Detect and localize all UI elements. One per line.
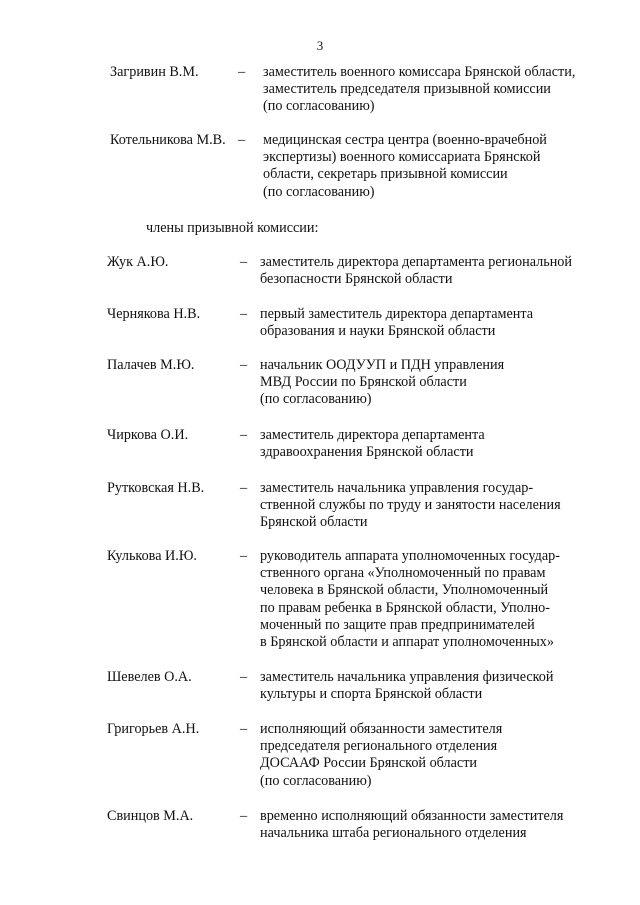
position-line: образования и науки Брянской области bbox=[260, 323, 496, 340]
person-name: Палачев М.Ю. bbox=[107, 357, 195, 373]
dash: – bbox=[240, 254, 248, 270]
dash: – bbox=[240, 669, 248, 685]
position-line: МВД России по Брянской области bbox=[260, 374, 467, 391]
person-position bbox=[260, 306, 533, 340]
person-name: Свинцов М.А. bbox=[107, 808, 194, 824]
person-name: Жук А.Ю. bbox=[107, 254, 169, 270]
position-line: моченный по защите прав предпринимателей bbox=[260, 616, 535, 633]
person-name: Котельникова М.В. bbox=[110, 132, 226, 148]
person-name: Чиркова О.И. bbox=[107, 427, 189, 443]
dash: – bbox=[240, 548, 248, 564]
position-line: безопасности Брянской области bbox=[260, 271, 453, 288]
position-line: здравоохранения Брянской области bbox=[260, 444, 474, 461]
dash: – bbox=[240, 427, 248, 443]
position-line: ДОСААФ России Брянской области bbox=[260, 755, 478, 772]
person-position bbox=[263, 132, 547, 201]
position-line: культуры и спорта Брянской области bbox=[260, 686, 483, 703]
person-position bbox=[260, 808, 563, 842]
position-line: заместитель директора департамента региональной bbox=[260, 254, 572, 270]
position-line: заместитель военного комиссара Брянской области, bbox=[263, 64, 576, 80]
person-position bbox=[260, 254, 572, 288]
person-position bbox=[260, 357, 504, 409]
dash: – bbox=[240, 808, 248, 824]
position-line: медицинская сестра центра (военно-врачебной bbox=[263, 132, 547, 148]
person-position bbox=[260, 548, 560, 651]
position-line: человека в Брянской области, Уполномоченный bbox=[260, 582, 549, 599]
person-position bbox=[263, 64, 575, 116]
position-line: по правам ребенка в Брянской области, Уполно- bbox=[260, 599, 550, 616]
position-line: начальника штаба регионального отделения bbox=[260, 825, 527, 842]
dash: – bbox=[238, 64, 246, 80]
position-line: Брянской области bbox=[260, 514, 368, 531]
position-line: начальник ООДУУП и ПДН управления bbox=[260, 357, 505, 373]
position-line: исполняющий обязанности заместителя bbox=[260, 721, 503, 737]
person-position bbox=[260, 427, 485, 461]
position-line: заместитель начальника управления государ- bbox=[260, 480, 534, 496]
person-name: Загривин В.М. bbox=[110, 64, 199, 80]
person-name: Шевелев О.А. bbox=[107, 669, 192, 685]
person-name: Григорьев А.Н. bbox=[107, 721, 200, 737]
position-line: первый заместитель директора департамента bbox=[260, 306, 534, 322]
page-number: 3 bbox=[316, 38, 324, 53]
person-position bbox=[260, 669, 554, 703]
dash: – bbox=[240, 480, 248, 496]
person-name: Чернякова Н.В. bbox=[107, 306, 201, 322]
person-position bbox=[260, 480, 561, 532]
person-name: Кулькова И.Ю. bbox=[107, 548, 197, 564]
position-line: заместитель председателя призывной комиссии bbox=[263, 81, 551, 98]
position-line: (по согласованию) bbox=[263, 183, 375, 200]
position-line: заместитель директора департамента bbox=[260, 427, 485, 443]
position-line: в Брянской области и аппарат уполномоченных» bbox=[260, 634, 554, 651]
position-line: руководитель аппарата уполномоченных государ- bbox=[260, 548, 560, 564]
position-line: временно исполняющий обязанности заместителя bbox=[260, 808, 564, 824]
position-line: председателя регионального отделения bbox=[260, 738, 498, 755]
position-line: области, секретарь призывной комиссии bbox=[263, 166, 508, 183]
dash: – bbox=[240, 721, 248, 737]
position-line: (по согласованию) bbox=[260, 772, 372, 789]
person-position bbox=[260, 721, 502, 790]
position-line: заместитель начальника управления физической bbox=[260, 669, 554, 685]
dash: – bbox=[240, 306, 248, 322]
position-line: ственного органа «Уполномоченный по правам bbox=[260, 565, 546, 582]
position-line: экспертизы) военного комиссариата Брянской bbox=[263, 149, 541, 166]
position-line: (по согласованию) bbox=[260, 391, 372, 408]
position-line: (по согласованию) bbox=[263, 98, 375, 115]
dash: – bbox=[238, 132, 246, 148]
dash: – bbox=[240, 357, 248, 373]
person-name: Рутковская Н.В. bbox=[107, 480, 205, 496]
members-subheading: члены призывной комиссии: bbox=[146, 220, 319, 236]
position-line: ственной службы по труду и занятости населения bbox=[260, 497, 561, 514]
